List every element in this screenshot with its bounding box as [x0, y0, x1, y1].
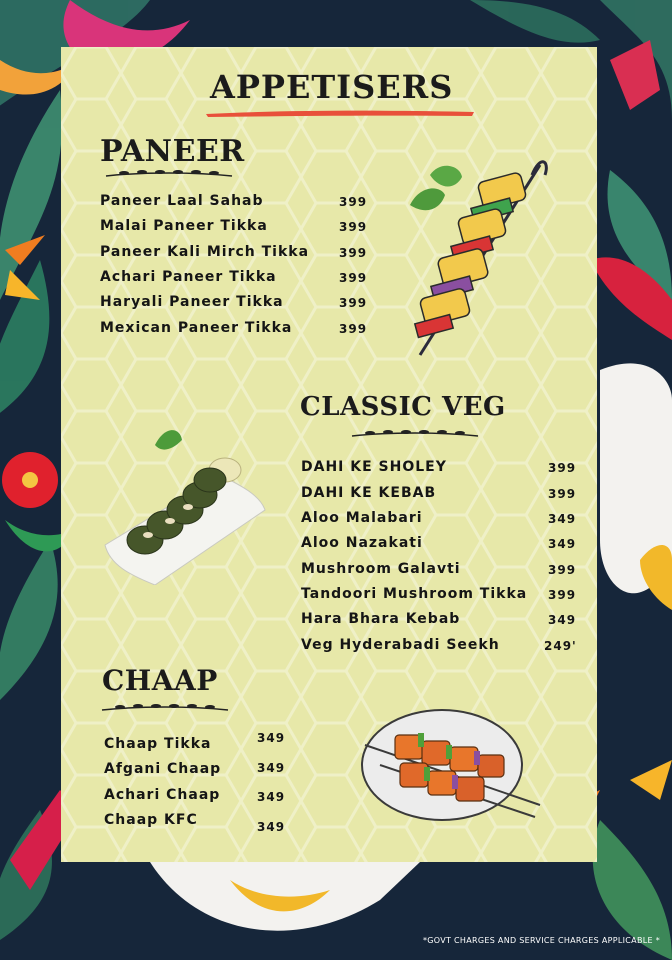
menu-item-name: Aloo Malabari: [301, 510, 423, 526]
menu-item-name: DAHI KE SHOLEY: [301, 459, 447, 475]
footnote: *GOVT CHARGES AND SERVICE CHARGES APPLICABLE *: [422, 936, 660, 945]
menu-item-name: Chaap Tikka: [104, 736, 212, 752]
menu-item-name: DAHI KE KEBAB: [301, 485, 437, 501]
menu-item-price: 349: [257, 790, 286, 804]
menu-item-name: Hara Bhara Kebab: [301, 611, 461, 627]
menu-item-price: 349: [257, 820, 286, 834]
menu-item-price: 399: [339, 296, 368, 310]
menu-item-name: Mexican Paneer Tikka: [100, 320, 293, 336]
menu-item-name: Veg Hyderabadi Seekh: [301, 637, 500, 653]
menu-item-name: Malai Paneer Tikka: [100, 218, 268, 234]
menu-item-name: Achari Paneer Tikka: [100, 269, 277, 285]
section-title-paneer: PANEER: [100, 134, 245, 169]
menu-item-price: 399: [548, 563, 577, 577]
section-title-chaap: CHAAP: [102, 664, 218, 697]
menu-item-price: 349: [548, 512, 577, 526]
paneer-skewer-illustration: [400, 155, 560, 360]
menu-title: APPETISERS: [210, 68, 454, 106]
hara-bhara-kebab-plate-image: [100, 415, 270, 585]
menu-item-price: 399: [548, 487, 577, 501]
flourish-divider: [350, 426, 480, 442]
menu-item-name: Paneer Laal Sahab: [100, 193, 264, 209]
menu-item-price: 399: [339, 322, 368, 336]
menu-item-price: 399: [339, 246, 368, 260]
menu-item-name: Haryali Paneer Tikka: [100, 294, 284, 310]
menu-item-price: 399: [339, 195, 368, 209]
menu-item-name: Tandoori Mushroom Tikka: [301, 586, 528, 602]
menu-item-price: 399: [339, 271, 368, 285]
flourish-divider: [100, 700, 230, 716]
menu-item-name: Afgani Chaap: [104, 761, 222, 777]
section-title-classic-veg: CLASSIC VEG: [300, 392, 506, 422]
menu-item-price: 399: [548, 461, 577, 475]
menu-item-price: 349: [548, 613, 577, 627]
menu-item-price: 349: [257, 761, 286, 775]
chaap-tikka-plate-illustration: [360, 705, 545, 825]
menu-item-name: Chaap KFC: [104, 812, 198, 828]
menu-item-name: Mushroom Galavti: [301, 561, 461, 577]
menu-item-price: 399: [548, 588, 577, 602]
menu-item-price: 349: [257, 731, 286, 745]
menu-item-price: 399: [339, 220, 368, 234]
menu-item-name: Achari Chaap: [104, 787, 221, 803]
flourish-divider: [104, 166, 234, 182]
menu-item-name: Aloo Nazakati: [301, 535, 423, 551]
menu-item-price: 249': [544, 639, 577, 653]
menu-item-name: Paneer Kali Mirch Tikka: [100, 244, 310, 260]
menu-item-price: 349: [548, 537, 577, 551]
title-underline: [206, 108, 474, 118]
